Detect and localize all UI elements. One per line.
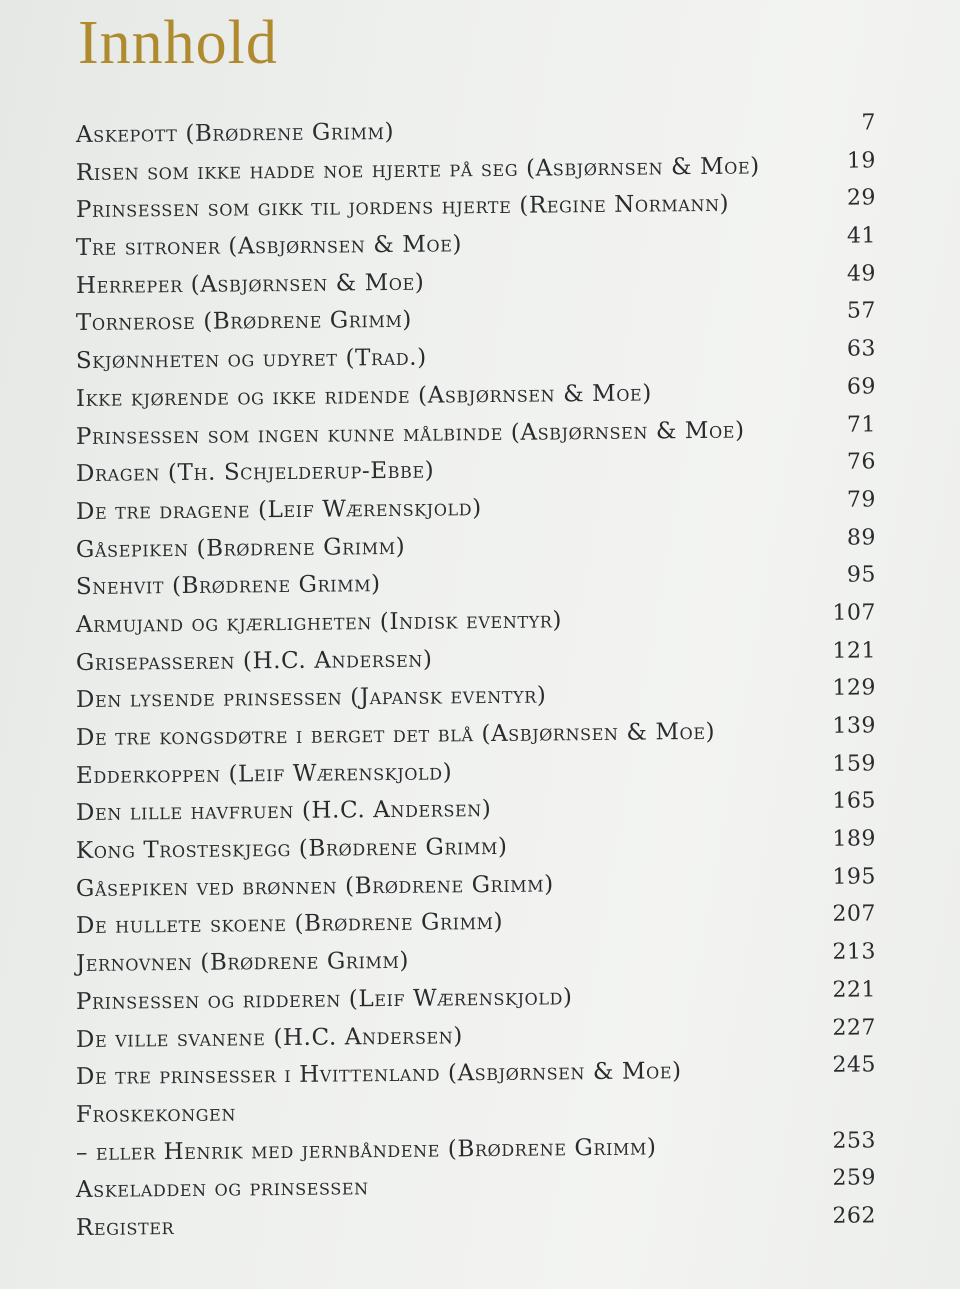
- toc-entry-page-number: 49: [846, 261, 877, 287]
- toc-entry-title: Den lille havfruen (H.C. Andersen): [75, 796, 492, 827]
- toc-entry-title: Prinsessen som gikk til jordens hjerte (Regine Normann): [75, 191, 730, 224]
- toc-entry-title: Register: [75, 1213, 175, 1241]
- toc-entry-title: Tornerose (Brødrene Grimm): [75, 307, 413, 337]
- toc-entry-title: Armujand og kjærligheten (Indisk eventyr): [75, 607, 563, 638]
- toc-entry-title: – eller Henrik med jernbåndene (Brødrene Grimm): [75, 1133, 657, 1166]
- toc-entry-title: Jernovnen (Brødrene Grimm): [75, 947, 410, 978]
- toc-entry-page-number: 57: [846, 298, 877, 325]
- toc-entry-title: De hullete skoene (Brødrene Grimm): [75, 909, 504, 940]
- toc-entry-title: Grisepasseren (H.C. Andersen): [75, 646, 433, 676]
- toc-entry-page-number: 213: [832, 939, 877, 965]
- toc-entry-title: Gåsepiken (Brødrene Grimm): [75, 533, 406, 563]
- toc-entry-title: Gåsepiken ved brønnen (Brødrene Grimm): [75, 871, 554, 902]
- toc-entry-page-number: 41: [846, 223, 877, 249]
- toc-entry-page-number: 71: [846, 411, 877, 438]
- toc-entry-page-number: 95: [846, 562, 877, 588]
- toc-entry-title: Den lysende prinsessen (Japansk eventyr): [75, 682, 547, 714]
- toc-entry-page-number: 107: [832, 600, 877, 626]
- toc-entry-page-number: 29: [846, 185, 877, 211]
- toc-entry-page-number: 221: [832, 977, 877, 1003]
- toc-entry-title: Risen som ikke hadde noe hjerte på seg (Asbjørnsen & Moe): [75, 153, 760, 186]
- toc-entry-page-number: 79: [846, 487, 877, 513]
- toc-entry-title: Askeladden og prinsessen: [75, 1174, 369, 1204]
- toc-entry-title: De tre dragene (Leif Wærenskjold): [75, 494, 482, 525]
- toc-entry-title: Dragen (Th. Schjelderup-Ebbe): [75, 457, 435, 488]
- toc-entry-title: De tre prinsesser i Hvittenland (Asbjørnsen & Moe): [75, 1058, 682, 1091]
- toc-entry-title: Ikke kjørende og ikke ridende (Asbjørnsen & Moe): [75, 380, 652, 412]
- toc-entry-page-number: 129: [832, 675, 877, 702]
- toc-entry-title: Prinsessen som ingen kunne målbinde (Asbjørnsen & Moe): [75, 417, 745, 450]
- toc-entry-page-number: 19: [846, 148, 877, 174]
- toc-entry-page-number: 121: [832, 637, 877, 664]
- toc-entry-title: Kong Trosteskjegg (Brødrene Grimm): [75, 833, 508, 865]
- toc-entry-page-number: 7: [861, 110, 877, 136]
- toc-entry-page-number: 262: [832, 1203, 877, 1229]
- toc-entry-page-number: 189: [832, 826, 877, 852]
- toc-entry-page-number: 139: [832, 713, 877, 739]
- toc-entry-page-number: 207: [832, 901, 877, 928]
- toc-entry-page-number: 245: [832, 1052, 877, 1078]
- toc-entry-title: Snehvit (Brødrene Grimm): [75, 571, 381, 601]
- toc-entry-page-number: 89: [846, 524, 877, 551]
- toc-entry-title: De ville svanene (H.C. Andersen): [75, 1022, 464, 1053]
- toc-entry-title: Froskekongen: [75, 1100, 237, 1128]
- toc-entry-title: Skjønnheten og udyret (Trad.): [75, 344, 427, 375]
- toc-entry-title: Askepott (Brødrene Grimm): [75, 118, 395, 148]
- toc-entry-title: Prinsessen og ridderen (Leif Wærenskjold): [75, 984, 573, 1015]
- toc-entry-page-number: 165: [832, 788, 877, 815]
- toc-entry-page-number: 69: [846, 374, 877, 400]
- toc-entry-title: De tre kongsdøtre i berget det blå (Asbjørnsen & Moe): [75, 718, 716, 751]
- toc-entry-page-number: 259: [832, 1165, 877, 1191]
- table-of-contents: [75, 110, 906, 1249]
- toc-entry-page-number: 195: [832, 864, 877, 890]
- page-title: Innhold: [78, 9, 278, 77]
- toc-entry-page-number: 63: [846, 336, 877, 362]
- toc-entry-page-number: 76: [846, 449, 877, 475]
- toc-entry-title: Tre sitroner (Asbjørnsen & Moe): [75, 231, 463, 262]
- toc-entry-page-number: 159: [832, 751, 877, 777]
- toc-entry-page-number: 253: [832, 1127, 877, 1154]
- toc-entry-title: Herreper (Asbjørnsen & Moe): [75, 269, 425, 299]
- toc-entry-page-number: 227: [832, 1014, 877, 1041]
- toc-entry-title: Edderkoppen (Leif Wærenskjold): [75, 759, 453, 789]
- toc-entry: [76, 1203, 906, 1249]
